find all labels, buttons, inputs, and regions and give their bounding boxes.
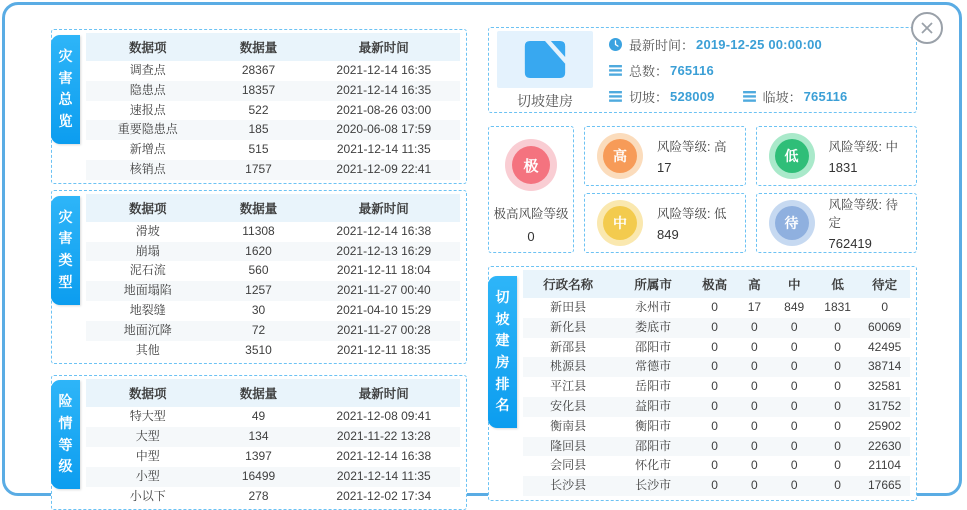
table-row (523, 338, 910, 358)
summary-title: 切坡建房 (517, 93, 573, 109)
table-cell: 849 (784, 300, 805, 314)
table-cell: 0 (711, 438, 718, 453)
column-header: 数据量 (209, 194, 307, 222)
table-cell: 新化县 (550, 319, 587, 334)
list-icon (743, 91, 756, 102)
table-cell: 30 (251, 302, 266, 317)
risk-card-pending (756, 193, 918, 253)
tab-disaster-overview[interactable]: 灾 害 总 览 (51, 35, 80, 144)
high-risk-value: 17 (657, 160, 672, 175)
table-cell: 0 (711, 398, 718, 413)
table-header-row (86, 194, 460, 222)
table-cell: 0 (834, 319, 841, 334)
table-cell: 0 (790, 438, 798, 453)
table-cell: 0 (834, 418, 841, 433)
table-cell: 0 (751, 379, 758, 394)
high-badge-text: 高 (603, 139, 637, 173)
table-cell: 1831 (824, 300, 851, 314)
slope-ranking-table (523, 270, 910, 496)
table-cell: 重要隐患点 (117, 122, 178, 137)
high-risk-label: 风险等级: 高 (657, 140, 727, 154)
table-cell: 2021-12-14 16:35 (336, 63, 432, 77)
summary-info (601, 28, 916, 112)
list-icon (609, 91, 622, 102)
table-cell: 22630 (867, 438, 902, 453)
table-cell: 0 (790, 359, 798, 374)
table-cell: 常德市 (635, 359, 672, 374)
near-slope-value: 765116 (803, 89, 848, 104)
table-cell: 2021-12-14 16:38 (336, 223, 432, 238)
table-cell: 0 (751, 339, 758, 354)
table-cell: 崩塌 (135, 243, 160, 258)
table-cell: 速报点 (129, 102, 166, 117)
table-cell: 21104 (868, 458, 901, 473)
table-row (86, 261, 460, 281)
table-cell: 42495 (867, 339, 902, 354)
column-header: 中 (772, 270, 815, 298)
table-cell: 31752 (867, 398, 902, 413)
table-cell: 49 (251, 409, 266, 424)
table-cell: 新田县 (550, 300, 587, 314)
table-row (86, 301, 460, 321)
pending-risk-value: 762419 (828, 236, 872, 251)
pending-badge-text: 待 (775, 206, 809, 240)
latest-time-label: 最新时间： (629, 38, 695, 53)
summary-icon-block (489, 28, 601, 112)
table-cell: 0 (790, 379, 798, 394)
column-header: 数据项 (86, 379, 209, 407)
list-icon (609, 65, 622, 76)
table-cell: 2021-12-14 11:35 (336, 468, 431, 483)
pending-risk-label: 风险等级: 待定 (828, 198, 898, 230)
extreme-risk-badge (505, 139, 557, 191)
slope-icon-tile (497, 31, 593, 88)
table-cell: 515 (248, 142, 269, 157)
table-cell: 0 (881, 300, 888, 314)
table-cell: 0 (751, 438, 758, 453)
table-cell: 0 (751, 359, 758, 374)
table-header-row (523, 270, 910, 298)
table-cell: 0 (790, 418, 798, 433)
table-row (523, 456, 910, 476)
table-cell: 38714 (867, 359, 902, 374)
table-cell: 3510 (245, 342, 272, 357)
table-row (86, 61, 460, 81)
table-cell: 0 (711, 458, 718, 473)
panel-danger-level (51, 375, 467, 510)
table-row (523, 476, 910, 496)
table-row (86, 160, 460, 180)
table-row (523, 417, 910, 437)
table-cell: 0 (751, 458, 758, 473)
table-cell: 桃源县 (550, 359, 587, 374)
table-cell: 522 (248, 102, 269, 117)
medium-risk-label: 风险等级: 中 (828, 140, 898, 154)
table-row (523, 437, 910, 457)
table-cell: 新增点 (129, 142, 166, 157)
table-cell: 大型 (135, 429, 160, 444)
high-risk-badge (597, 133, 643, 179)
table-cell: 永州市 (635, 300, 672, 314)
table-cell: 134 (248, 429, 269, 444)
table-row (86, 242, 460, 262)
risk-card-extreme (488, 126, 574, 253)
column-header: 数据项 (86, 33, 209, 61)
table-cell: 调查点 (129, 63, 166, 77)
risk-card-low-badge (756, 126, 918, 186)
table-cell: 2021-12-11 18:35 (336, 342, 431, 357)
table-cell: 72 (251, 322, 266, 337)
table-header-row (86, 379, 460, 407)
cut-slope-icon (519, 36, 571, 83)
table-row (523, 318, 910, 338)
table-cell: 地面塌陷 (123, 283, 172, 298)
panel-slope-ranking (488, 266, 917, 501)
table-row (523, 397, 910, 417)
tab-disaster-type[interactable]: 灾 害 类 型 (51, 196, 80, 305)
table-cell: 2021-11-27 00:40 (336, 283, 431, 298)
table-row (86, 281, 460, 301)
right-column (488, 27, 917, 501)
column-header: 最新时间 (308, 194, 460, 222)
low-risk-badge (769, 133, 815, 179)
table-cell: 0 (834, 478, 841, 493)
latest-time-line (609, 35, 916, 54)
table-cell: 娄底市 (635, 319, 672, 334)
table-cell: 1757 (245, 161, 272, 176)
total-line (609, 61, 916, 80)
table-cell: 0 (711, 359, 718, 374)
near-slope-label: 临坡： (762, 90, 802, 105)
table-row (86, 81, 460, 101)
table-cell: 0 (834, 438, 841, 453)
table-cell: 特大型 (129, 409, 166, 424)
table-cell: 怀化市 (635, 458, 672, 473)
table-row (86, 427, 460, 447)
mid-badge-text: 中 (603, 206, 637, 240)
column-header: 数据量 (209, 33, 307, 61)
table-cell: 560 (248, 263, 269, 278)
column-header: 高 (736, 270, 772, 298)
table-cell: 2021-04-10 15:29 (336, 302, 432, 317)
panel-disaster-type (51, 190, 467, 365)
table-cell: 小型 (135, 468, 160, 483)
table-cell: 安化县 (550, 398, 587, 413)
table-cell: 16499 (241, 468, 276, 483)
table-cell: 0 (711, 379, 718, 394)
left-column (51, 29, 467, 510)
total-value: 765116 (670, 63, 714, 78)
disaster-type-table (86, 194, 460, 361)
table-cell: 28367 (241, 63, 276, 77)
summary-panel (488, 27, 917, 113)
table-cell: 185 (248, 122, 269, 137)
tab-danger-level[interactable]: 险 情 等 级 (51, 380, 80, 489)
column-header: 低 (816, 270, 859, 298)
risk-badges-section (488, 126, 917, 253)
clock-icon (609, 38, 622, 51)
table-cell: 0 (834, 359, 841, 374)
medium-risk-value: 1831 (828, 160, 858, 175)
dashboard-window (2, 2, 962, 503)
table-cell: 1257 (245, 283, 272, 298)
table-row (86, 321, 460, 341)
table-row (86, 467, 460, 487)
table-cell: 益阳市 (635, 398, 672, 413)
low-risk-value: 849 (657, 227, 679, 242)
table-cell: 隐患点 (129, 82, 166, 97)
table-row (86, 407, 460, 427)
table-cell: 2020-06-08 17:59 (336, 122, 432, 137)
mid-risk-badge (597, 200, 643, 246)
table-cell: 0 (790, 319, 798, 334)
column-header: 极高 (693, 270, 736, 298)
table-cell: 衡南县 (550, 418, 587, 433)
table-cell: 岳阳市 (635, 379, 672, 394)
column-header: 数据量 (209, 379, 307, 407)
table-cell: 17665 (867, 478, 902, 493)
table-cell: 2021-12-02 17:34 (336, 488, 432, 503)
column-header: 所属市 (613, 270, 693, 298)
table-row (86, 487, 460, 507)
table-cell: 0 (711, 319, 718, 334)
table-cell: 2021-12-13 16:29 (336, 243, 432, 258)
slope-counts-line (609, 87, 916, 106)
table-cell: 隆回县 (550, 438, 587, 453)
table-cell: 0 (790, 398, 798, 413)
disaster-overview-box (51, 29, 467, 184)
table-cell: 0 (751, 418, 758, 433)
table-cell: 小以下 (129, 488, 166, 503)
table-cell: 2021-12-14 11:35 (336, 142, 431, 157)
extreme-risk-label: 极高风险等级 (493, 207, 569, 221)
table-cell: 2021-11-22 13:28 (336, 429, 431, 444)
table-row (86, 120, 460, 140)
table-cell: 0 (751, 478, 758, 493)
table-cell: 0 (711, 478, 718, 493)
table-cell: 2021-12-14 16:38 (336, 448, 432, 463)
table-cell: 0 (711, 418, 718, 433)
table-cell: 32581 (867, 379, 902, 394)
column-header: 最新时间 (308, 33, 460, 61)
column-header: 最新时间 (308, 379, 460, 407)
table-row (86, 341, 460, 361)
table-cell: 2021-12-11 18:04 (336, 263, 431, 278)
table-cell: 2021-08-26 03:00 (336, 102, 432, 117)
slope-ranking-box (488, 266, 917, 501)
table-cell: 0 (751, 319, 758, 334)
table-cell: 滑坡 (135, 223, 160, 238)
risk-card-mid-badge (584, 193, 746, 253)
column-header: 行政名称 (523, 270, 613, 298)
table-cell: 18357 (241, 82, 276, 97)
table-cell: 新邵县 (550, 339, 587, 354)
table-cell: 11308 (242, 223, 275, 238)
table-cell: 核销点 (129, 161, 166, 176)
table-cell: 1620 (245, 243, 272, 258)
column-header: 数据项 (86, 194, 209, 222)
cut-slope-label: 切坡： (629, 90, 669, 105)
table-cell: 衡阳市 (635, 418, 672, 433)
table-cell: 长沙市 (635, 478, 672, 493)
table-cell: 1397 (245, 448, 272, 463)
table-row (86, 447, 460, 467)
risk-card-high (584, 126, 746, 186)
table-row (86, 101, 460, 121)
table-row (86, 222, 460, 242)
table-cell: 0 (711, 339, 718, 354)
table-cell: 邵阳市 (635, 339, 672, 354)
table-cell: 0 (790, 458, 798, 473)
latest-time-value: 2019-12-25 00:00:00 (696, 37, 822, 52)
close-button[interactable] (911, 12, 943, 44)
pending-risk-badge (769, 200, 815, 246)
table-row (523, 377, 910, 397)
total-label: 总数： (629, 64, 669, 79)
table-row (523, 298, 910, 318)
low-badge-text: 低 (775, 139, 809, 173)
table-cell: 60069 (867, 319, 902, 334)
table-cell: 17 (747, 300, 762, 314)
table-cell: 2021-11-27 00:28 (336, 322, 431, 337)
column-header: 待定 (859, 270, 910, 298)
disaster-type-box (51, 190, 467, 365)
table-cell: 2021-12-08 09:41 (336, 409, 432, 424)
table-cell: 2021-12-14 16:35 (336, 82, 432, 97)
panel-disaster-overview (51, 29, 467, 184)
danger-level-table (86, 379, 460, 506)
table-cell: 地面沉降 (123, 322, 172, 337)
low-risk-label: 风险等级: 低 (657, 207, 727, 221)
danger-level-box (51, 375, 467, 510)
table-cell: 0 (834, 398, 841, 413)
table-cell: 0 (834, 458, 841, 473)
extreme-badge-text: 极 (512, 146, 550, 184)
risk-cards-grid (584, 126, 917, 253)
table-cell: 278 (248, 488, 269, 503)
table-cell: 0 (834, 339, 841, 354)
table-cell: 0 (711, 300, 718, 314)
table-cell: 地裂缝 (129, 302, 166, 317)
table-cell: 25902 (867, 418, 902, 433)
table-cell: 邵阳市 (635, 438, 672, 453)
table-cell: 0 (790, 478, 798, 493)
table-cell: 0 (751, 398, 758, 413)
tab-slope-ranking[interactable]: 切 坡 建 房 排 名 (488, 276, 517, 428)
table-cell: 会同县 (550, 458, 587, 473)
table-header-row (86, 33, 460, 61)
table-row (523, 357, 910, 377)
table-cell: 0 (790, 339, 798, 354)
close-icon (920, 21, 934, 35)
table-cell: 2021-12-09 22:41 (336, 161, 432, 176)
table-cell: 泥石流 (129, 263, 166, 278)
extreme-risk-value: 0 (527, 229, 535, 244)
table-cell: 0 (834, 379, 841, 394)
table-cell: 长沙县 (550, 478, 587, 493)
table-cell: 其他 (135, 342, 160, 357)
cut-slope-value: 528009 (670, 89, 715, 104)
table-row (86, 140, 460, 160)
table-cell: 中型 (135, 448, 160, 463)
table-cell: 平江县 (550, 379, 587, 394)
disaster-overview-table (86, 33, 460, 180)
